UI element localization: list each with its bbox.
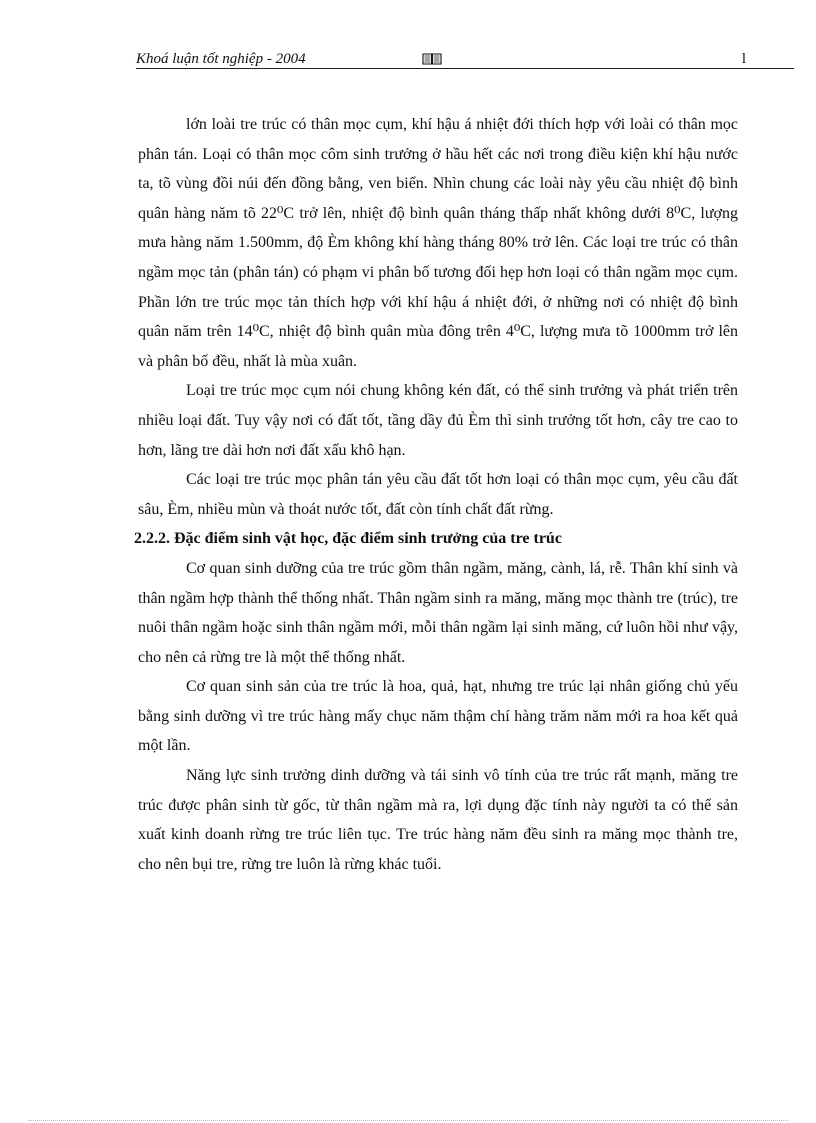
page-header <box>136 50 794 69</box>
paragraph-growth-capacity: Năng lực sinh trưởng dinh dưỡng và tái sinh vô tính của tre trúc rất mạnh, măng tre trúc được phân sinh từ gốc, từ thân ngầm mà ra, lợi dụng đặc tính này người ta có thể sản xuất kinh doanh rừng tre trúc liên tục. Tre trúc hàng năm đều sinh ra măng mọc thành tre, cho nên bụi tre, rừng tre luôn là rừng khác tuổi. <box>138 767 738 873</box>
page-number: l <box>741 51 746 67</box>
paragraph-vegetative-organs: Cơ quan sinh dưỡng của tre trúc gồm thân ngầm, măng, cành, lá, rễ. Thân khí sinh và thân ngầm hợp thành thể thống nhất. Thân ngầm sinh ra măng, măng mọc thành tre (trúc), tre nuôi thân ngầm hoặc sinh thân ngầm mới, mỗi thân ngầm lại sinh măng, cứ luôn hồi như vậy, cho nên cả rừng tre là một thể thống nhất. <box>138 559 738 666</box>
header-title: Khoá luận tốt nghiệp - 2004 <box>136 51 306 67</box>
open-book-icon <box>422 52 442 65</box>
paragraph-reproductive-organs: Cơ quan sinh sản của tre trúc là hoa, quả, hạt, nhưng tre trúc lại nhân giống chủ yếu bằng sinh dưỡng vì tre trúc hàng mấy chục năm thậm chí hàng trăm năm mới ra hoa kết quả một lần. <box>138 678 738 755</box>
section-heading: 2.2.2. Đặc điểm sinh vật học, đặc điểm sinh trưởng của tre trúc <box>134 530 562 548</box>
document-body <box>134 110 738 879</box>
paragraph-soil-scattered: Các loại tre trúc mọc phân tán yêu cầu đất tốt hơn loại có thân mọc cụm, yêu cầu đất sâu, Èm, nhiều mùn và thoát nước tốt, đất còn tính chất đất rừng. <box>138 471 738 518</box>
paragraph-soil-clumped: Loại tre trúc mọc cụm nói chung không kén đất, có thể sinh trưởng và phát triển trên nhiều loại đất. Tuy vậy nơi có đất tốt, tầng dầy đủ Èm thì sinh trưởng tốt hơn, cây tre cao to hơn, lãng tre dài hơn nơi đất xấu khô hạn. <box>138 382 738 459</box>
bottom-divider <box>28 1120 788 1121</box>
paragraph-climate: lớn loài tre trúc có thân mọc cụm, khí hậu á nhiệt đới thích hợp với loài có thân mọc phân tán. Loại có thân mọc côm sinh trưởng ở hầu hết các nơi trong điều kiện khí hậu nước ta, tõ vùng đồi núi đến đồng bằng, ven biển. Nhìn chung các loài này yêu cầu nhiệt độ bình quân hàng năm tõ 22⁰C trở lên, nhiệt độ bình quân tháng thấp nhất không dưới 8⁰C, lượng mưa hàng năm 1.500mm, độ Èm không khí hàng tháng 80% trở lên. Các loại tre trúc có thân ngầm mọc tản (phân tán) có phạm vi phân bố tương đối hẹp hơn loại có thân ngầm mọc cụm. Phần lớn tre trúc mọc tản thích hợp với khí hậu á nhiệt đới, ở những nơi có nhiệt độ bình quân năm trên 14⁰C, nhiệt độ bình quân mùa đông trên 4⁰C, lượng mưa tõ 1000mm trở lên và phân bố đều, nhất là mùa xuân. <box>138 116 738 370</box>
